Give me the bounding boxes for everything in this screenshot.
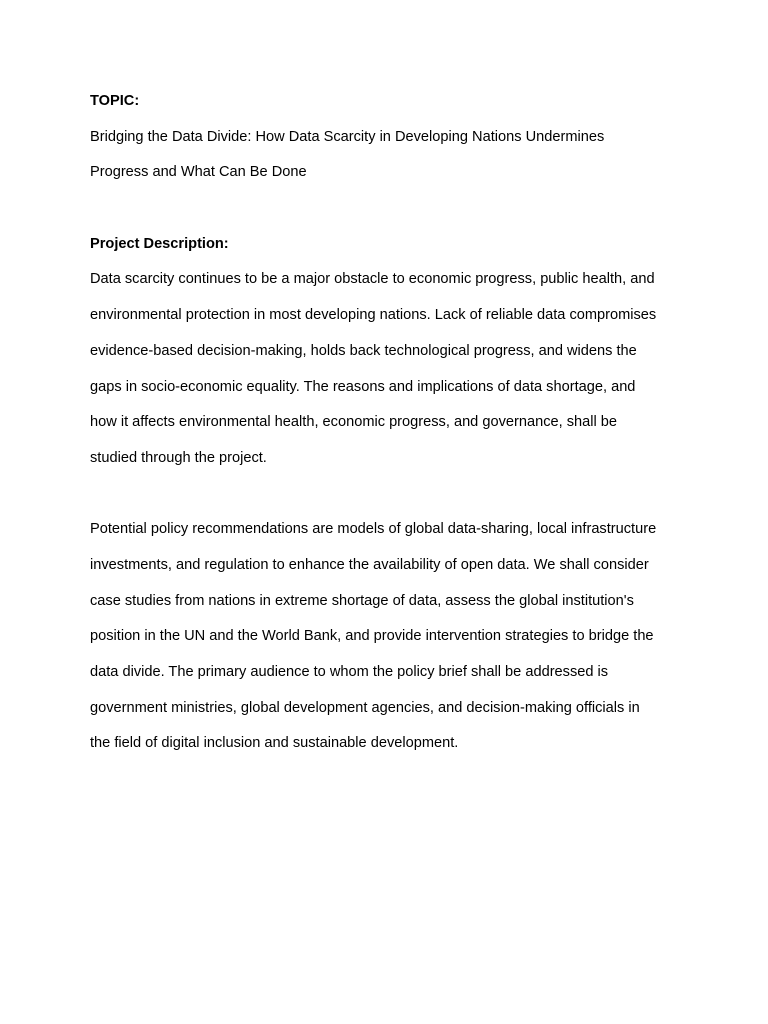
- paragraph-line: government ministries, global development agencies, and decision-making officials in: [90, 699, 640, 716]
- topic-title-line: Bridging the Data Divide: How Data Scarcity in Developing Nations Undermines: [90, 128, 605, 145]
- spacer: [90, 191, 690, 227]
- paragraph-line: the field of digital inclusion and sustainable development.: [90, 735, 459, 752]
- paragraph-line: studied through the project.: [90, 449, 267, 466]
- project-description-heading: Project Description:: [90, 235, 229, 252]
- paragraph-line: position in the UN and the World Bank, and provide intervention strategies to bridge the: [90, 628, 654, 645]
- paragraph-line: environmental protection in most developing nations. Lack of reliable data compromises: [90, 307, 657, 324]
- paragraph-1: [90, 262, 690, 476]
- paragraph-2: [90, 512, 690, 762]
- paragraph-line: evidence-based decision-making, holds back technological progress, and widens the: [90, 342, 637, 359]
- paragraph-line: Data scarcity continues to be a major obstacle to economic progress, public health, and: [90, 271, 655, 288]
- topic-title-line: Progress and What Can Be Done: [90, 164, 307, 181]
- paragraph-line: how it affects environmental health, economic progress, and governance, shall be: [90, 414, 618, 431]
- topic-heading: TOPIC:: [90, 93, 140, 109]
- spacer: [90, 477, 690, 513]
- paragraph-line: Potential policy recommendations are models of global data-sharing, local infrastructure: [90, 521, 657, 538]
- paragraph-line: case studies from nations in extreme shortage of data, assess the global institution's: [90, 592, 634, 609]
- paragraph-line: gaps in socio-economic equality. The reasons and implications of data shortage, and: [90, 378, 636, 395]
- paragraph-line: data divide. The primary audience to whom the policy brief shall be addressed is: [90, 664, 609, 680]
- topic-title: [90, 120, 690, 191]
- paragraph-line: investments, and regulation to enhance the availability of open data. We shall consider: [90, 556, 649, 573]
- document-body: [90, 84, 690, 762]
